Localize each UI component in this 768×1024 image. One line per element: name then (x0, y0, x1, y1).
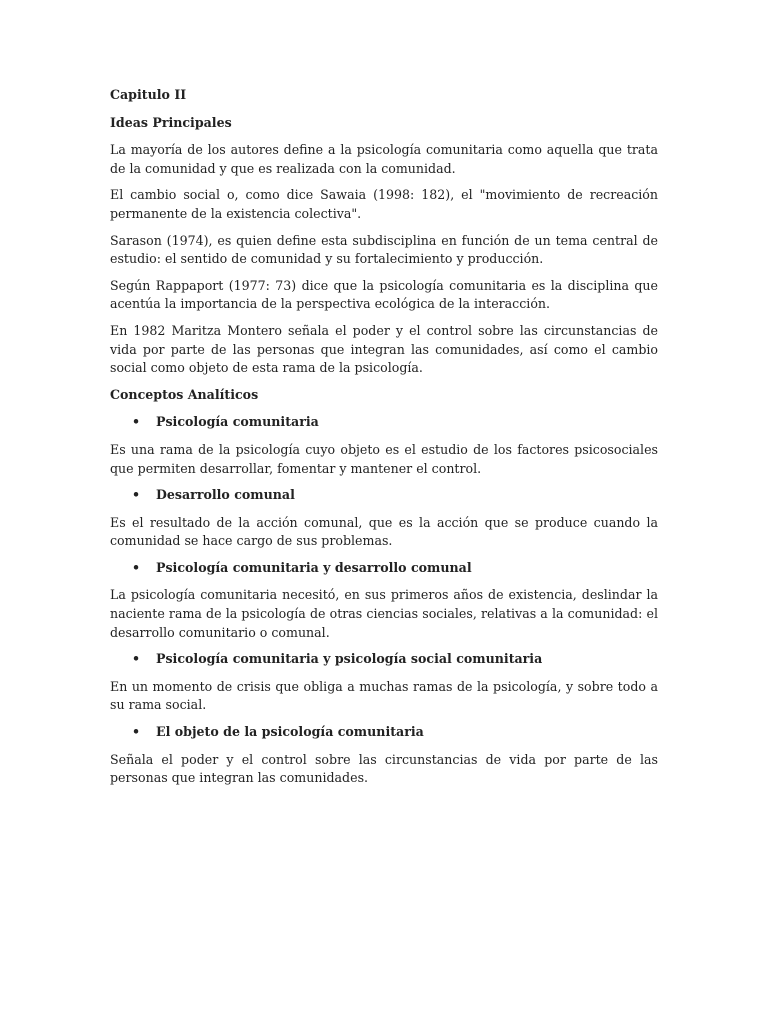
bullet-icon (110, 559, 156, 578)
concept-title: El objeto de la psicología comunitaria (156, 724, 424, 740)
concept-bullet (110, 559, 658, 578)
concept-title: Psicología comunitaria y desarrollo comunal (156, 559, 472, 575)
section-heading-ideas: Ideas Principales (110, 114, 232, 130)
concept-title: Desarrollo comunal (156, 487, 295, 503)
ideas-paragraph: Según Rappaport (1977: 73) dice que la psicología comunitaria es la disciplina que acentúa la importancia de la perspectiva ecológica de la interacción. (110, 277, 658, 312)
concept-text: Señala el poder y el control sobre las circunstancias de vida por parte de las personas que integran las comunidades. (110, 751, 658, 786)
concept-text: Es el resultado de la acción comunal, que es la acción que se produce cuando la comunidad se hace cargo de sus problemas. (110, 514, 658, 549)
concept-title: Psicología comunitaria y psicología social comunitaria (156, 651, 543, 667)
concept-bullet (110, 486, 658, 505)
concept-title: Psicología comunitaria (156, 414, 319, 430)
concept-bullet (110, 413, 658, 432)
concept-bullet (110, 650, 658, 669)
bullet-icon (110, 650, 156, 669)
concept-bullet (110, 723, 658, 742)
ideas-paragraph: El cambio social o, como dice Sawaia (1998: 182), el "movimiento de recreación permanente de la existencia colectiva". (110, 187, 658, 221)
document-content (110, 86, 658, 796)
chapter-heading: Capitulo II (110, 87, 187, 102)
ideas-paragraph: La mayoría de los autores define a la psicología comunitaria como aquella que trata de la comunidad y que es realizada con la comunidad. (110, 142, 658, 176)
section-heading-conceptos: Conceptos Analíticos (110, 386, 259, 402)
concept-text: En un momento de crisis que obliga a muchas ramas de la psicología, y sobre todo a su rama social. (110, 678, 658, 713)
concept-text: La psicología comunitaria necesitó, en sus primeros años de existencia, deslindar la naciente rama de la psicología de otras ciencias sociales, relativas a la comunidad: el desarrollo comunitario o comunal. (110, 587, 658, 640)
bullet-icon (110, 413, 156, 432)
ideas-paragraph: Sarason (1974), es quien define esta subdisciplina en función de un tema central de estudio: el sentido de comunidad y su fortalecimiento y producción. (110, 232, 658, 267)
bullet-icon (110, 723, 156, 742)
bullet-icon (110, 486, 156, 505)
concept-text: Es una rama de la psicología cuyo objeto es el estudio de los factores psicosociales que permiten desarrollar, fomentar y mantener el control. (110, 441, 658, 476)
ideas-paragraph: En 1982 Maritza Montero señala el poder y el control sobre las circunstancias de vida por parte de las personas que integran las comunidades, así como el cambio social como objeto de esta rama de la psicología. (110, 322, 658, 376)
